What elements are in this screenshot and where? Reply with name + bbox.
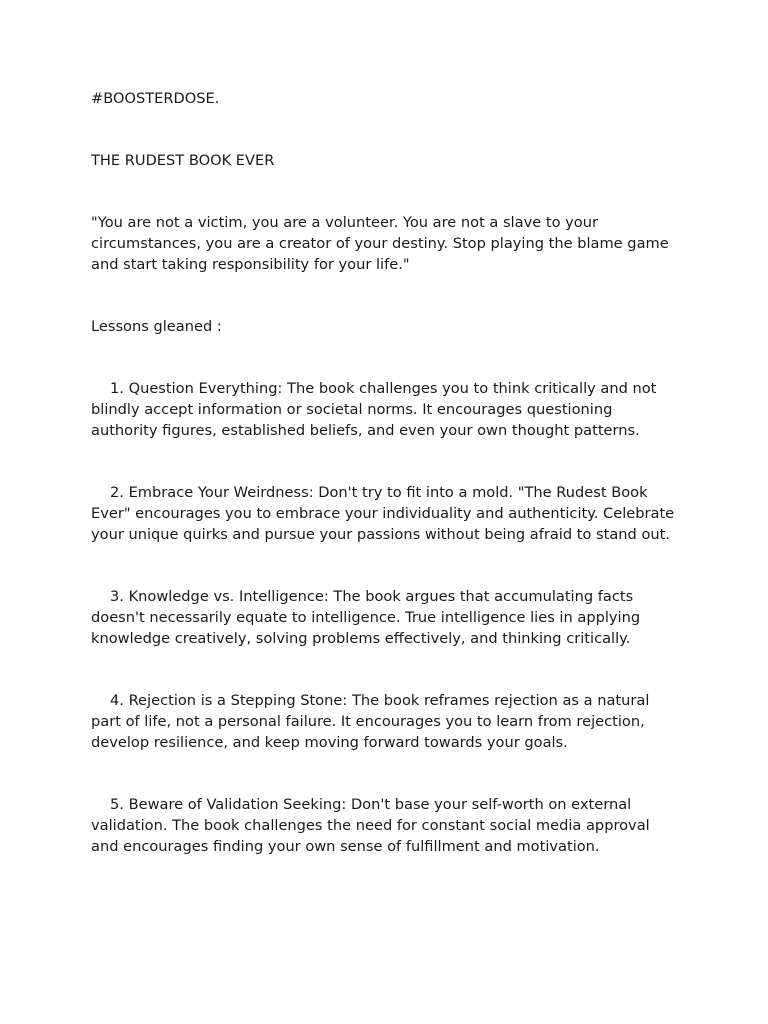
lesson-item-4 [91, 690, 681, 753]
lesson-text: Embrace Your Weirdness: Don't try to fit into a mold. "The Rudest Book Ever" encourages you to embrace your individuality and authenticity. Celebrate your unique quirks and pursue your passions without being afraid to stand out. [91, 484, 675, 543]
lesson-number: 4. [110, 692, 124, 709]
lesson-item-1 [91, 378, 681, 441]
lesson-text: Question Everything: The book challenges you to think critically and not blindly accept information or societal norms. It encourages questioning authority figures, established beliefs, and even your own thought patterns. [91, 380, 657, 439]
hashtag-line: #BOOSTERDOSE. [91, 90, 220, 107]
lesson-item-3 [91, 586, 681, 649]
lesson-number: 3. [110, 588, 124, 605]
lessons-heading: Lessons gleaned : [91, 318, 222, 335]
document-page [91, 88, 681, 898]
lesson-number: 1. [110, 380, 124, 397]
quote-paragraph: "You are not a victim, you are a volunteer. You are not a slave to your circumstances, you are a creator of your destiny. Stop playing the blame game and start taking responsibility for your life." [91, 214, 674, 273]
lesson-text: Knowledge vs. Intelligence: The book argues that accumulating facts doesn't necessarily equate to intelligence. True intelligence lies in applying knowledge creatively, solving problems effectively, and thinking critically. [91, 588, 641, 647]
lessons-list [91, 378, 681, 857]
lesson-item-2 [91, 482, 681, 545]
lesson-text: Beware of Validation Seeking: Don't base your self-worth on external validation. The book challenges the need for constant social media approval and encourages finding your own sense of fulfillment and motivation. [91, 796, 650, 855]
lesson-item-5 [91, 794, 681, 857]
lesson-number: 2. [110, 484, 124, 501]
lesson-number: 5. [110, 796, 124, 813]
lesson-text: Rejection is a Stepping Stone: The book reframes rejection as a natural part of life, not a personal failure. It encourages you to learn from rejection, develop resilience, and keep moving forward towards your goals. [91, 692, 650, 751]
document-title: THE RUDEST BOOK EVER [91, 152, 275, 169]
